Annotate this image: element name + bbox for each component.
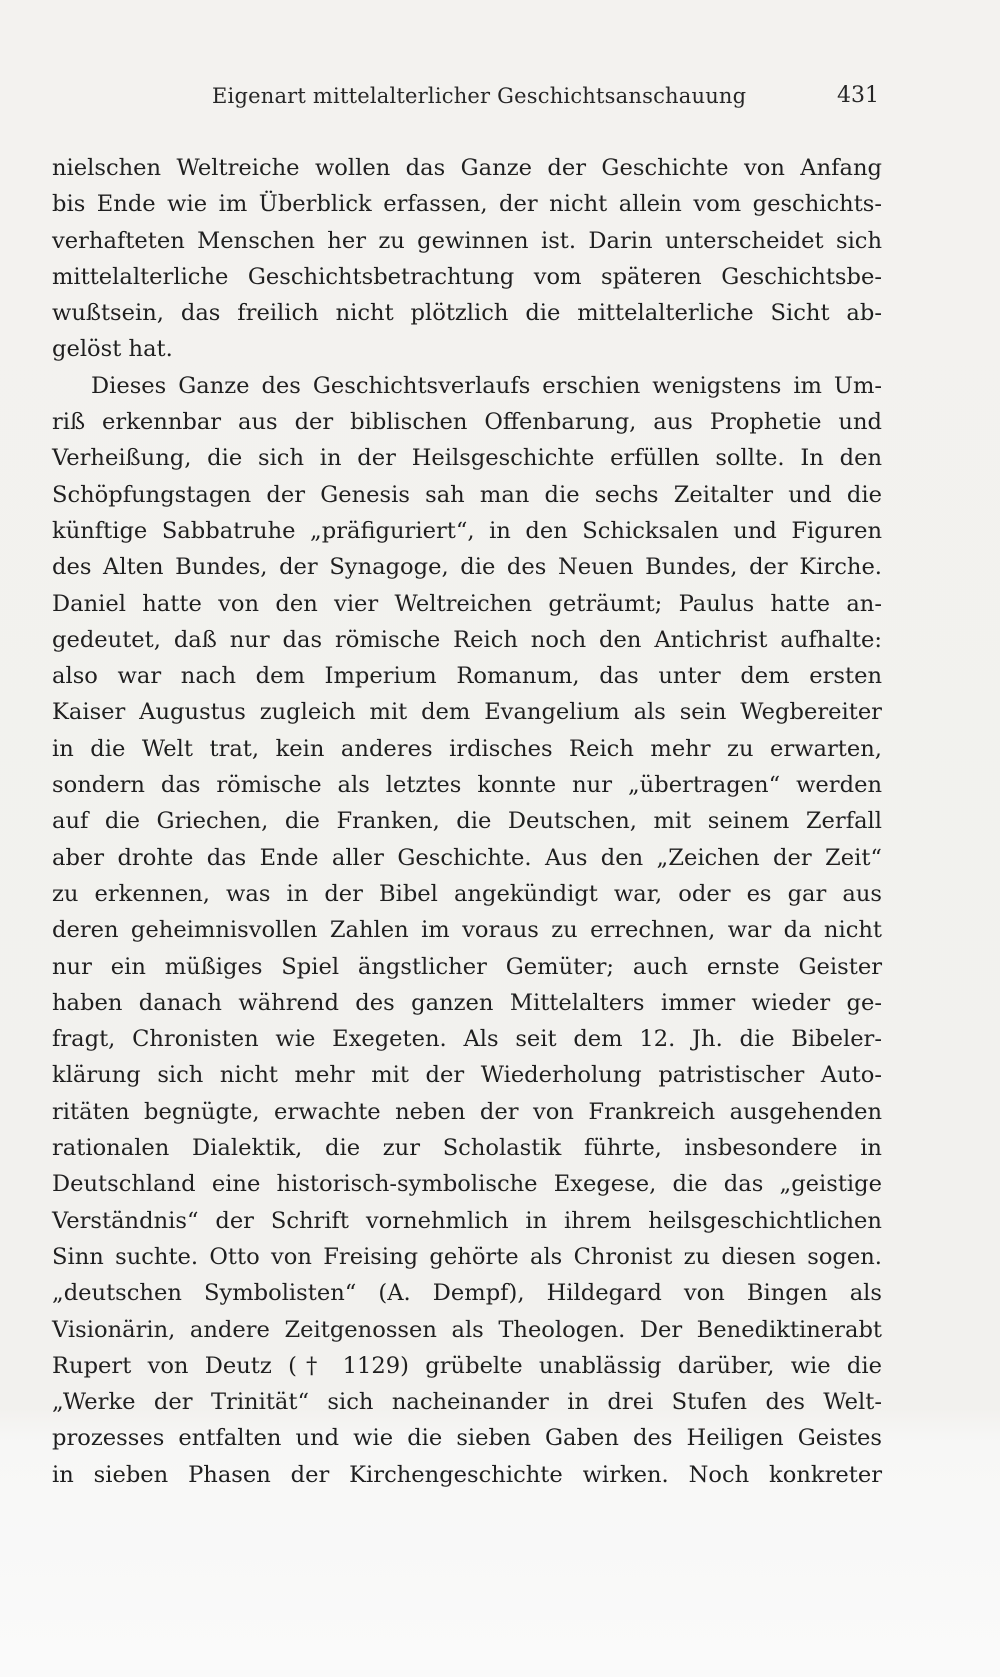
text-line: deren geheimnisvollen Zahlen im voraus zu errechnen, war da nicht [52,917,882,944]
page-number: 431 [837,83,879,108]
page-header [0,84,1000,124]
text-line: künftige Sabbatruhe „präfiguriert“, in den Schicksalen und Figuren [52,517,882,544]
text-line: Verheißung, die sich in der Heilsgeschichte erfüllen sollte. In den [52,445,882,472]
text-line: Verständnis“ der Schrift vornehmlich in ihrem heilsgeschichtlichen [52,1207,882,1234]
running-title: Eigenart mittelalterlicher Geschichtsanschauung [212,84,747,108]
text-line: Deutschland eine historisch-symbolische Exegese, die das „geistige [52,1171,882,1198]
text-line: prozesses entfalten und wie die sieben Gaben des Heiligen Geistes [52,1425,882,1452]
text-line: aber drohte das Ende aller Geschichte. Aus den „Zeichen der Zeit“ [52,844,882,871]
text-line: Dieses Ganze des Geschichtsverlaufs erschien wenigstens im Um- [91,372,882,399]
text-line: also war nach dem Imperium Romanum, das unter dem ersten [52,663,882,690]
text-line: sondern das römische als letztes konnte nur „übertragen“ werden [52,772,882,799]
text-line: haben danach während des ganzen Mittelalters immer wieder ge- [52,989,882,1016]
text-line: auf die Griechen, die Franken, die Deutschen, mit seinem Zerfall [52,808,882,835]
text-line: in die Welt trat, kein anderes irdisches Reich mehr zu erwarten, [52,735,882,762]
text-line: riß erkennbar aus der biblischen Offenbarung, aus Prophetie und [52,409,882,436]
text-line: rationalen Dialektik, die zur Scholastik führte, insbesondere in [52,1135,882,1162]
text-line: verhafteten Menschen her zu gewinnen ist. Darin unterscheidet sich [52,227,882,254]
text-line: nielschen Weltreiche wollen das Ganze der Geschichte von Anfang [52,155,882,181]
text-line: zu erkennen, was in der Bibel angekündigt war, oder es gar aus [52,880,882,907]
text-line: nur ein müßiges Spiel ängstlicher Gemüter; auch ernste Geister [52,953,882,980]
text-line: Kaiser Augustus zugleich mit dem Evangelium als sein Wegbereiter [52,699,882,726]
text-line: wußtsein, das freilich nicht plötzlich die mittelalterliche Sicht ab- [52,300,882,327]
text-line: Rupert von Deutz († 1129) grübelte unablässig darüber, wie die [52,1352,882,1379]
text-line: klärung sich nicht mehr mit der Wiederholung patristischer Auto- [52,1062,882,1089]
text-line: Visionärin, andere Zeitgenossen als Theologen. Der Benediktinerabt [52,1316,882,1343]
body-text [52,150,882,1493]
text-line: „Werke der Trinität“ sich nacheinander in drei Stufen des Welt- [52,1389,882,1416]
text-line: Schöpfungstagen der Genesis sah man die sechs Zeitalter und die [52,481,882,508]
text-line: gedeutet, daß nur das römische Reich noch den Antichrist aufhalte: [52,626,882,653]
text-line: des Alten Bundes, der Synagoge, die des Neuen Bundes, der Kirche. [52,554,882,581]
text-line: Daniel hatte von den vier Weltreichen geträumt; Paulus hatte an- [52,590,882,617]
text-line: gelöst hat. [52,336,173,363]
text-line: bis Ende wie im Überblick erfassen, der nicht allein vom geschichts- [52,191,882,218]
text-line: fragt, Chronisten wie Exegeten. Als seit dem 12. Jh. die Bibeler- [52,1026,882,1053]
text-line: in sieben Phasen der Kirchengeschichte wirken. Noch konkreter [52,1461,882,1488]
text-line: mittelalterliche Geschichtsbetrachtung vom späteren Geschichtsbe- [52,263,882,290]
text-line: „deutschen Symbolisten“ (A. Dempf), Hildegard von Bingen als [52,1280,882,1307]
text-line: ritäten begnügte, erwachte neben der von Frankreich ausgehenden [52,1098,882,1125]
text-line: Sinn suchte. Otto von Freising gehörte als Chronist zu diesen sogen. [52,1243,882,1270]
